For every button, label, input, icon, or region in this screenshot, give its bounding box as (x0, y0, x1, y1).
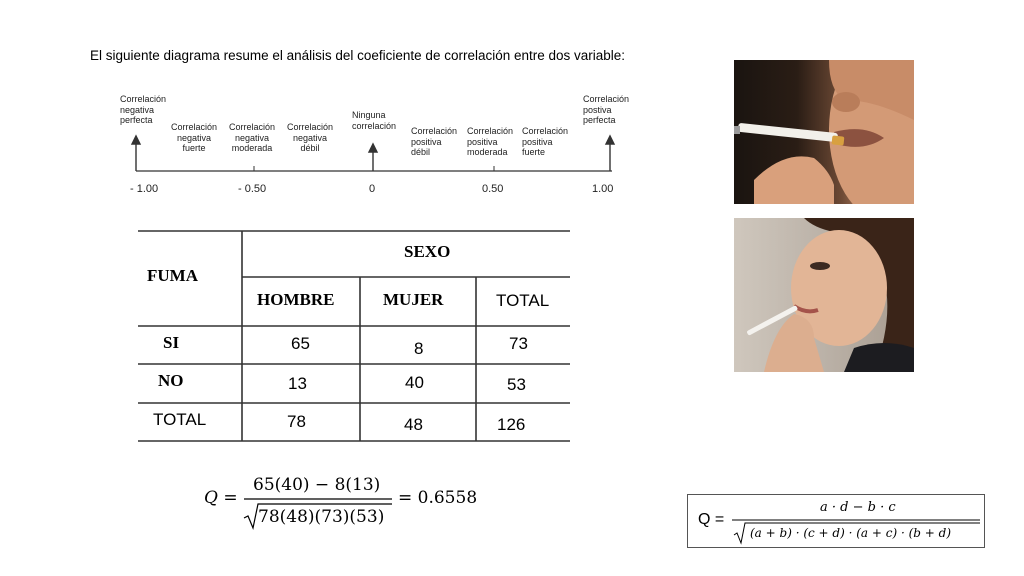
label-positive-perfect: Correlación postiva perfecta (583, 94, 630, 125)
tick-plus-half: 0.50 (482, 183, 504, 195)
calc-numerator: 65(40) − 8(13) (253, 475, 381, 495)
calc-lhs: Q = (204, 488, 238, 508)
intro-text: El siguiente diagrama resume el análisis del coeficiente de correlación entre dos variable: (90, 48, 626, 63)
general-formula-denominator: (a + b) · (c + d) · (a + c) · (b + d) (750, 526, 951, 540)
col-header-hombre: HOMBRE (257, 290, 335, 309)
label-negative-strong: Correlación negativa fuerte (171, 122, 218, 153)
label-negative-moderate: Correlación negativa moderada (229, 122, 276, 153)
label-no-correlation: Ninguna correlación (352, 110, 397, 131)
cell-total-total: 126 (497, 415, 526, 434)
calc-denominator: 78(48)(73)(53) (258, 507, 385, 527)
cell-no-mujer: 40 (405, 373, 424, 392)
tick-plus-one: 1.00 (592, 183, 614, 195)
row-label-no: NO (158, 371, 184, 390)
general-formula-numerator: a · d − b · c (820, 500, 896, 515)
woman-smoking-illustration (734, 218, 914, 372)
tick-minus-half: - 0.50 (238, 183, 267, 195)
col-header-mujer: MUJER (383, 290, 444, 309)
label-negative-weak: Correlación negativa débil (287, 122, 334, 153)
label-positive-strong: Correlación positiva fuerte (522, 126, 569, 157)
label-positive-weak: Correlación positiva débil (411, 126, 458, 157)
cell-si-hombre: 65 (291, 334, 310, 353)
general-formula-box (687, 494, 985, 548)
cell-no-hombre: 13 (288, 374, 307, 393)
general-formula-lhs: Q = (698, 511, 725, 528)
label-positive-moderate: Correlación positiva moderada (467, 126, 514, 157)
group-header-sexo: SEXO (404, 242, 451, 261)
photo-woman-smoking (734, 218, 914, 372)
cell-si-total: 73 (509, 334, 528, 353)
label-negative-perfect: Correlación negativa perfecta (120, 94, 167, 125)
cell-si-mujer: 8 (414, 339, 424, 358)
man-smoking-illustration (734, 60, 914, 204)
cell-no-total: 53 (507, 375, 526, 394)
cell-total-hombre: 78 (287, 412, 306, 431)
row-label-total: TOTAL (153, 410, 207, 429)
tick-minus-one: - 1.00 (130, 183, 159, 195)
cell-total-mujer: 48 (404, 415, 423, 434)
row-label-si: SI (163, 333, 180, 352)
calc-result: = 0.6558 (398, 488, 478, 508)
photo-man-smoking (734, 60, 914, 204)
col-header-total: TOTAL (496, 291, 550, 310)
row-header-fuma: FUMA (147, 266, 198, 285)
tick-zero: 0 (369, 183, 376, 195)
